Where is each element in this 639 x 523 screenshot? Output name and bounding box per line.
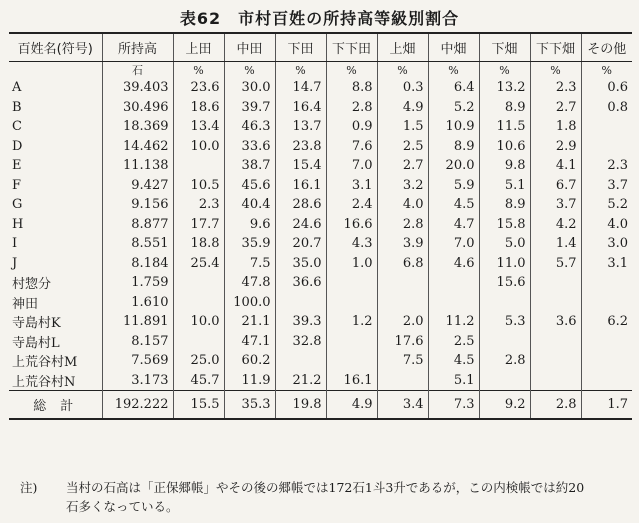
data-cell: 3.2 [377, 176, 428, 196]
total-cell: 19.8 [275, 391, 326, 420]
row-label: G [12, 197, 23, 213]
data-cell [479, 293, 530, 313]
total-row [9, 391, 632, 420]
data-cell: 3.7 [530, 195, 581, 215]
data-cell: 47.1 [224, 332, 275, 352]
data-cell: 39.7 [224, 98, 275, 118]
data-cell: 28.6 [275, 195, 326, 215]
data-cell: 11.5 [479, 117, 530, 137]
data-cell: 2.3 [173, 195, 224, 215]
data-cell: 16.6 [326, 215, 377, 235]
data-cell: 30.496 [102, 98, 173, 118]
data-cell: 47.8 [224, 273, 275, 293]
unit-cell: % [326, 62, 377, 79]
row-label: J [12, 255, 18, 271]
unit-cell: % [479, 62, 530, 79]
data-cell: 38.7 [224, 156, 275, 176]
data-cell: 7.5 [377, 351, 428, 371]
column-header: その他 [581, 33, 632, 62]
data-cell: 2.7 [530, 98, 581, 118]
data-cell [581, 351, 632, 371]
data-cell [581, 117, 632, 137]
data-cell: 0.8 [581, 98, 632, 118]
data-cell: 39.403 [102, 78, 173, 98]
footnote-label: 注) [20, 480, 38, 495]
data-cell: 3.1 [581, 254, 632, 274]
data-cell [428, 293, 479, 313]
data-cell: 4.5 [428, 351, 479, 371]
data-cell: 18.8 [173, 234, 224, 254]
data-cell [326, 351, 377, 371]
data-cell: 2.8 [326, 98, 377, 118]
data-cell: 5.3 [479, 312, 530, 332]
table-row [9, 176, 632, 196]
data-cell: 17.7 [173, 215, 224, 235]
data-cell [275, 293, 326, 313]
data-cell: 20.7 [275, 234, 326, 254]
data-cell: 13.7 [275, 117, 326, 137]
data-cell: 3.6 [530, 312, 581, 332]
data-cell [173, 332, 224, 352]
data-cell: 45.7 [173, 371, 224, 391]
data-cell: 6.7 [530, 176, 581, 196]
data-cell: 4.7 [428, 215, 479, 235]
unit-cell: % [530, 62, 581, 79]
column-header: 所持高 [102, 33, 173, 62]
data-cell: 0.9 [326, 117, 377, 137]
data-cell: 33.6 [224, 137, 275, 157]
data-cell: 11.891 [102, 312, 173, 332]
data-cell: 46.3 [224, 117, 275, 137]
data-cell: 2.5 [377, 137, 428, 157]
table-row [9, 98, 632, 118]
data-cell: 39.3 [275, 312, 326, 332]
data-cell: 1.0 [326, 254, 377, 274]
data-cell: 24.6 [275, 215, 326, 235]
row-label: 上荒谷村M [12, 355, 78, 371]
data-cell: 16.4 [275, 98, 326, 118]
unit-cell: % [377, 62, 428, 79]
data-cell: 4.0 [377, 195, 428, 215]
data-cell [581, 293, 632, 313]
data-cell: 6.4 [428, 78, 479, 98]
row-label: E [12, 158, 22, 174]
table-row [9, 234, 632, 254]
total-cell: 7.3 [428, 391, 479, 420]
data-cell: 13.4 [173, 117, 224, 137]
table-row [9, 254, 632, 274]
data-cell: 16.1 [326, 371, 377, 391]
data-cell: 2.5 [428, 332, 479, 352]
data-cell: 3.173 [102, 371, 173, 391]
column-header: 上畑 [377, 33, 428, 62]
data-cell: 10.0 [173, 137, 224, 157]
data-cell: 25.0 [173, 351, 224, 371]
row-label: 寺島村L [12, 335, 60, 351]
data-cell: 5.2 [581, 195, 632, 215]
data-cell: 6.8 [377, 254, 428, 274]
table-body [9, 62, 632, 391]
table-row [9, 293, 632, 313]
data-cell: 9.156 [102, 195, 173, 215]
data-cell: 4.2 [530, 215, 581, 235]
data-cell: 9.427 [102, 176, 173, 196]
data-cell: 4.9 [377, 98, 428, 118]
data-cell: 5.7 [530, 254, 581, 274]
data-cell [530, 273, 581, 293]
column-header: 中田 [224, 33, 275, 62]
table-row [9, 195, 632, 215]
data-cell: 9.6 [224, 215, 275, 235]
data-cell [530, 351, 581, 371]
table-row [9, 312, 632, 332]
data-cell: 0.3 [377, 78, 428, 98]
data-cell: 3.9 [377, 234, 428, 254]
row-label: C [12, 119, 22, 135]
data-cell: 4.3 [326, 234, 377, 254]
data-cell [377, 293, 428, 313]
data-cell: 100.0 [224, 293, 275, 313]
data-cell [275, 351, 326, 371]
column-header: 中畑 [428, 33, 479, 62]
data-cell: 1.2 [326, 312, 377, 332]
data-cell: 17.6 [377, 332, 428, 352]
data-cell [173, 156, 224, 176]
data-cell: 8.9 [479, 98, 530, 118]
row-label: 寺島村K [12, 316, 61, 332]
data-cell [377, 371, 428, 391]
data-cell: 1.8 [530, 117, 581, 137]
row-label: A [12, 80, 22, 96]
data-cell: 18.369 [102, 117, 173, 137]
data-cell [581, 137, 632, 157]
data-cell: 5.9 [428, 176, 479, 196]
total-cell: 1.7 [581, 391, 632, 420]
data-cell: 7.5 [224, 254, 275, 274]
row-label: F [12, 177, 22, 193]
data-cell [173, 293, 224, 313]
data-cell: 8.877 [102, 215, 173, 235]
total-cell: 9.2 [479, 391, 530, 420]
data-cell: 32.8 [275, 332, 326, 352]
data-cell: 45.6 [224, 176, 275, 196]
data-cell: 11.0 [479, 254, 530, 274]
data-cell: 1.5 [377, 117, 428, 137]
data-cell: 10.0 [173, 312, 224, 332]
data-cell: 20.0 [428, 156, 479, 176]
footnote-line-1: 当村の石高は「正保郷帳」やその後の郷帳では172石1斗3升であるが，この内検帳では約20 [66, 480, 585, 495]
data-cell: 40.4 [224, 195, 275, 215]
data-cell: 15.6 [479, 273, 530, 293]
data-cell: 25.4 [173, 254, 224, 274]
total-cell: 3.4 [377, 391, 428, 420]
column-header: 下田 [275, 33, 326, 62]
table-row [9, 117, 632, 137]
data-cell [326, 293, 377, 313]
data-cell: 36.6 [275, 273, 326, 293]
data-cell: 10.5 [173, 176, 224, 196]
data-cell [530, 371, 581, 391]
unit-cell: 石 [102, 62, 173, 79]
data-cell [530, 332, 581, 352]
data-cell: 10.6 [479, 137, 530, 157]
table-row [9, 137, 632, 157]
column-header: 下下畑 [530, 33, 581, 62]
data-cell: 15.8 [479, 215, 530, 235]
table-row [9, 215, 632, 235]
total-cell: 15.5 [173, 391, 224, 420]
data-cell: 1.4 [530, 234, 581, 254]
unit-cell: % [428, 62, 479, 79]
data-cell: 6.2 [581, 312, 632, 332]
data-cell: 10.9 [428, 117, 479, 137]
data-cell: 14.462 [102, 137, 173, 157]
total-cell: 2.8 [530, 391, 581, 420]
data-cell: 7.0 [428, 234, 479, 254]
data-cell [581, 273, 632, 293]
row-label: I [12, 236, 18, 252]
table-row [9, 78, 632, 98]
total-cell: 35.3 [224, 391, 275, 420]
data-cell: 0.6 [581, 78, 632, 98]
unit-cell: % [224, 62, 275, 79]
data-cell: 8.157 [102, 332, 173, 352]
data-cell [326, 332, 377, 352]
data-cell: 21.2 [275, 371, 326, 391]
data-cell [479, 371, 530, 391]
total-cell: 4.9 [326, 391, 377, 420]
data-cell: 4.5 [428, 195, 479, 215]
data-cell: 11.2 [428, 312, 479, 332]
unit-cell: % [275, 62, 326, 79]
data-cell: 3.1 [326, 176, 377, 196]
data-cell: 23.6 [173, 78, 224, 98]
data-cell [530, 293, 581, 313]
data-cell: 11.9 [224, 371, 275, 391]
data-cell: 7.569 [102, 351, 173, 371]
data-cell: 2.3 [530, 78, 581, 98]
data-cell [479, 332, 530, 352]
data-cell: 4.1 [530, 156, 581, 176]
data-cell: 60.2 [224, 351, 275, 371]
data-cell: 1.610 [102, 293, 173, 313]
data-cell: 21.1 [224, 312, 275, 332]
data-cell: 1.759 [102, 273, 173, 293]
units-row [9, 62, 632, 79]
data-cell: 9.8 [479, 156, 530, 176]
data-cell: 2.7 [377, 156, 428, 176]
table-row [9, 351, 632, 371]
column-header: 下下田 [326, 33, 377, 62]
column-header: 上田 [173, 33, 224, 62]
header-row [9, 33, 632, 62]
table-row [9, 156, 632, 176]
data-cell: 18.6 [173, 98, 224, 118]
table-row [9, 273, 632, 293]
data-cell: 23.8 [275, 137, 326, 157]
unit-cell [9, 62, 102, 79]
total-cell: 192.222 [102, 391, 173, 420]
row-label: D [12, 138, 23, 154]
table-row [9, 371, 632, 391]
data-cell: 3.0 [581, 234, 632, 254]
data-cell: 2.8 [479, 351, 530, 371]
table-title: 表62 市村百姓の所持高等級別割合 [179, 9, 460, 28]
data-cell [428, 273, 479, 293]
row-label: 上荒谷村N [12, 374, 76, 390]
data-cell: 16.1 [275, 176, 326, 196]
data-cell [326, 273, 377, 293]
data-cell: 5.1 [479, 176, 530, 196]
data-cell: 8.9 [428, 137, 479, 157]
footnote-line-2: 石多くなっている。 [66, 499, 179, 514]
data-cell: 7.6 [326, 137, 377, 157]
column-header: 下畑 [479, 33, 530, 62]
data-cell: 35.9 [224, 234, 275, 254]
row-label: B [12, 99, 22, 115]
data-cell: 11.138 [102, 156, 173, 176]
unit-cell: % [581, 62, 632, 79]
data-cell [581, 332, 632, 352]
data-cell: 2.0 [377, 312, 428, 332]
table-row [9, 332, 632, 352]
holdings-table [9, 32, 632, 420]
total-label: 総計 [9, 391, 102, 420]
data-cell: 2.4 [326, 195, 377, 215]
data-cell: 2.8 [377, 215, 428, 235]
data-cell: 2.3 [581, 156, 632, 176]
data-cell: 7.0 [326, 156, 377, 176]
data-cell: 8.184 [102, 254, 173, 274]
data-cell: 4.0 [581, 215, 632, 235]
data-cell: 2.9 [530, 137, 581, 157]
data-cell: 13.2 [479, 78, 530, 98]
data-cell: 35.0 [275, 254, 326, 274]
data-cell: 8.551 [102, 234, 173, 254]
data-cell: 5.0 [479, 234, 530, 254]
data-cell: 5.2 [428, 98, 479, 118]
row-label: H [12, 216, 24, 232]
data-cell: 15.4 [275, 156, 326, 176]
data-cell [173, 273, 224, 293]
unit-cell: % [173, 62, 224, 79]
row-label: 村惣分 [12, 277, 52, 293]
data-cell: 30.0 [224, 78, 275, 98]
data-cell [581, 371, 632, 391]
column-header: 百姓名(符号) [9, 33, 102, 62]
data-cell: 8.8 [326, 78, 377, 98]
data-cell: 4.6 [428, 254, 479, 274]
data-cell: 5.1 [428, 371, 479, 391]
data-cell [377, 273, 428, 293]
data-cell: 3.7 [581, 176, 632, 196]
data-cell: 8.9 [479, 195, 530, 215]
row-label: 神田 [12, 296, 39, 312]
data-cell: 14.7 [275, 78, 326, 98]
